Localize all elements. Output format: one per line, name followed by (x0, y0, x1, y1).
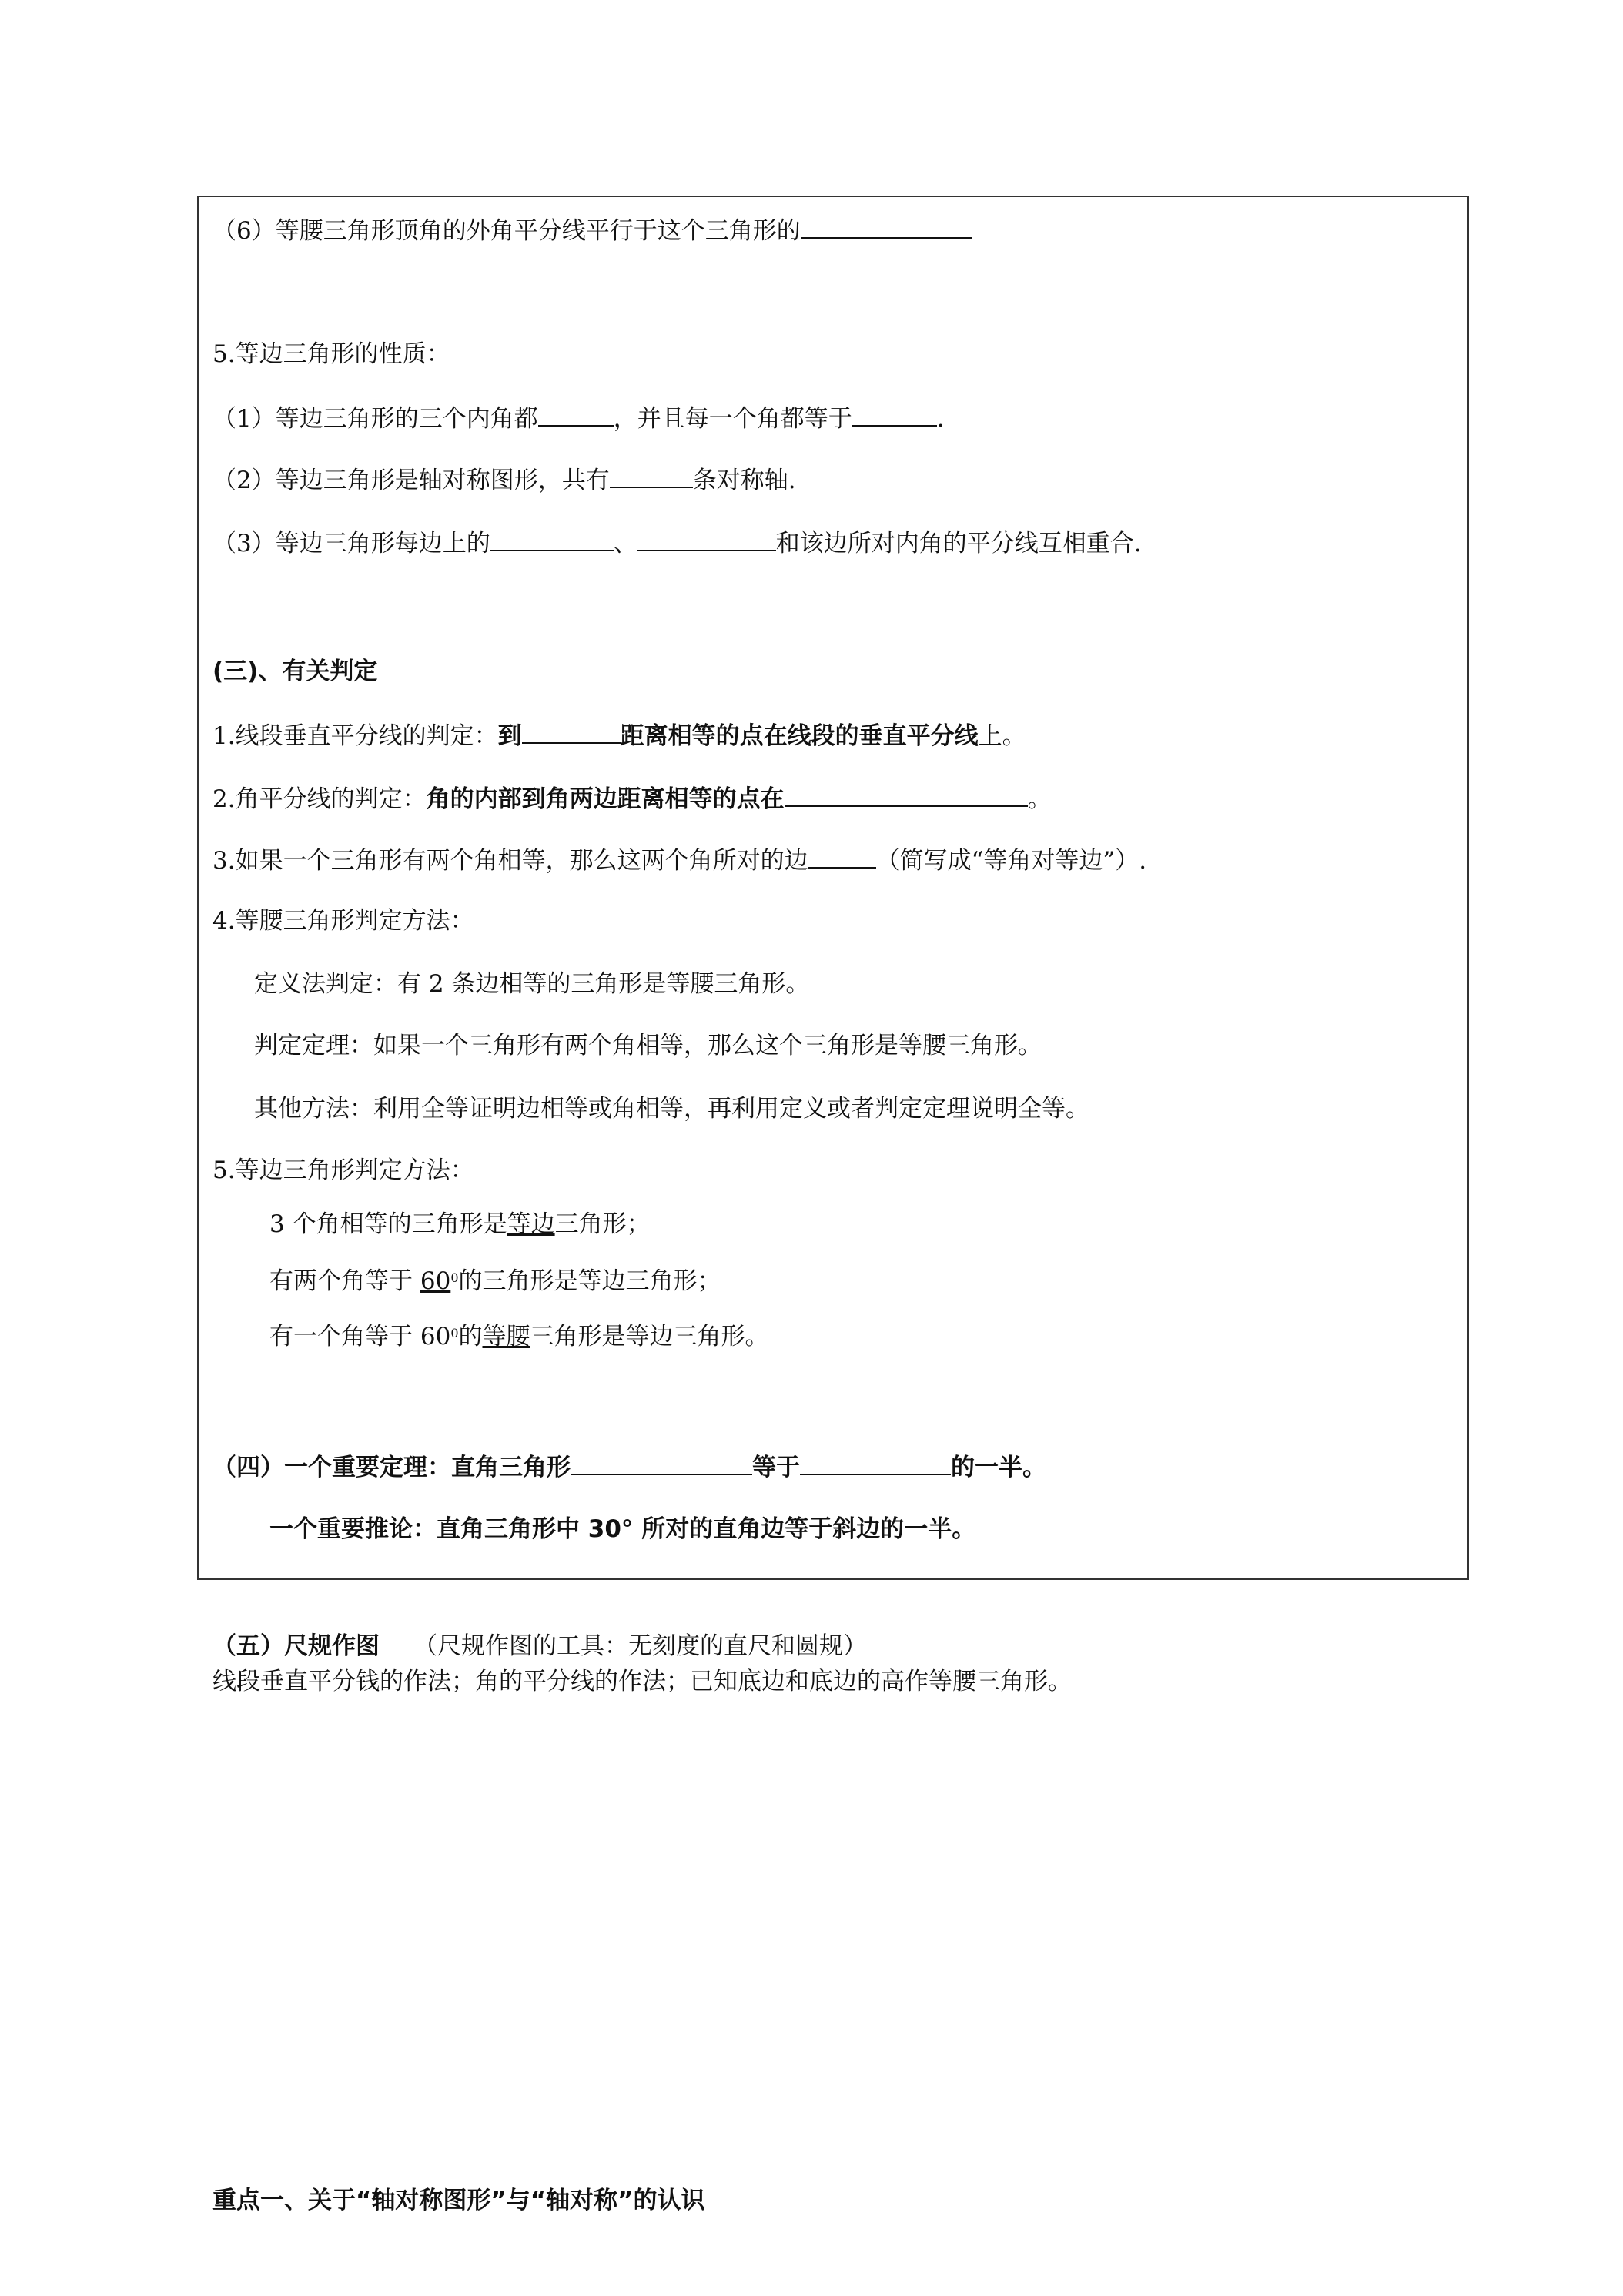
answer-blank[interactable] (490, 527, 614, 551)
judgement-5-title: 5.等边三角形判定方法： (212, 1156, 474, 1184)
judgement-5-line-2: 有两个角等于 $60^0$的三角形是等边三角形； (269, 1267, 721, 1295)
judgement-4-definition: 定义法判定：有 2 条边相等的三角形是等腰三角形。 (254, 970, 810, 998)
equilateral-prop-3: （3）等边三角形每边上的 、 和该边所对内角的平分线互相重合. (212, 527, 1142, 559)
answer-blank[interactable] (800, 1451, 951, 1475)
equilateral-properties-title: 5.等边三角形的性质： (212, 340, 450, 368)
judgement-4-theorem: 判定定理：如果一个三角形有两个角相等，那么这个三角形是等腰三角形。 (254, 1032, 1042, 1059)
prop-6: （6）等腰三角形顶角的外角平分线平行于这个三角形的 (212, 214, 972, 246)
equilateral-prop-2: （2）等边三角形是轴对称图形，共有 条对称轴. (212, 464, 796, 496)
judgement-5-line-3: 有一个角等于 $60^0$的等腰三角形是等边三角形。 (269, 1323, 769, 1350)
answer-blank[interactable] (610, 464, 693, 488)
section-4-theorem: （四）一个重要定理：直角三角形 等于 的一半。 (212, 1451, 1046, 1483)
answer-blank[interactable] (801, 214, 972, 239)
judgement-2: 2.角平分线的判定：角的内部到角两边距离相等的点在 。 (212, 782, 1052, 815)
judgement-4-other: 其他方法：利用全等证明边相等或角相等，再利用定义或者判定定理说明全等。 (254, 1095, 1089, 1123)
judgement-1: 1.线段垂直平分线的判定：到 距离相等的点在线段的垂直平分线上。 (212, 719, 1026, 751)
equilateral-prop-1: （1）等边三角形的三个内角都 ，并且每一个角都等于 . (212, 402, 945, 434)
judgement-5-line-1: 3 个角相等的三角形是等边三角形； (269, 1210, 651, 1238)
judgement-3: 3.如果一个三角形有两个角相等，那么这两个角所对的边 （简写成“等角对等边”）. (212, 844, 1146, 876)
answer-blank[interactable] (538, 402, 614, 427)
answer-blank[interactable] (522, 719, 621, 744)
judgement-4-title: 4.等腰三角形判定方法： (212, 907, 474, 935)
key-point-1: 重点一、关于“轴对称图形”与“轴对称”的认识 (212, 2187, 705, 2214)
answer-blank[interactable] (808, 844, 876, 869)
section-4-corollary: 一个重要推论：直角三角形中 30° 所对的直角边等于斜边的一半。 (269, 1515, 976, 1543)
answer-blank[interactable] (785, 782, 1028, 807)
answer-blank[interactable] (637, 527, 776, 551)
section-5-title: （五）尺规作图 （尺规作图的工具：无刻度的直尺和圆规） (212, 1632, 867, 1660)
answer-blank[interactable] (852, 402, 937, 427)
section-5-content: 线段垂直平分钱的作法；角的平分线的作法；已知底边和底边的高作等腰三角形。 (212, 1668, 1072, 1695)
section-3-title: (三)、有关判定 (212, 658, 378, 685)
answer-blank[interactable] (571, 1451, 752, 1475)
